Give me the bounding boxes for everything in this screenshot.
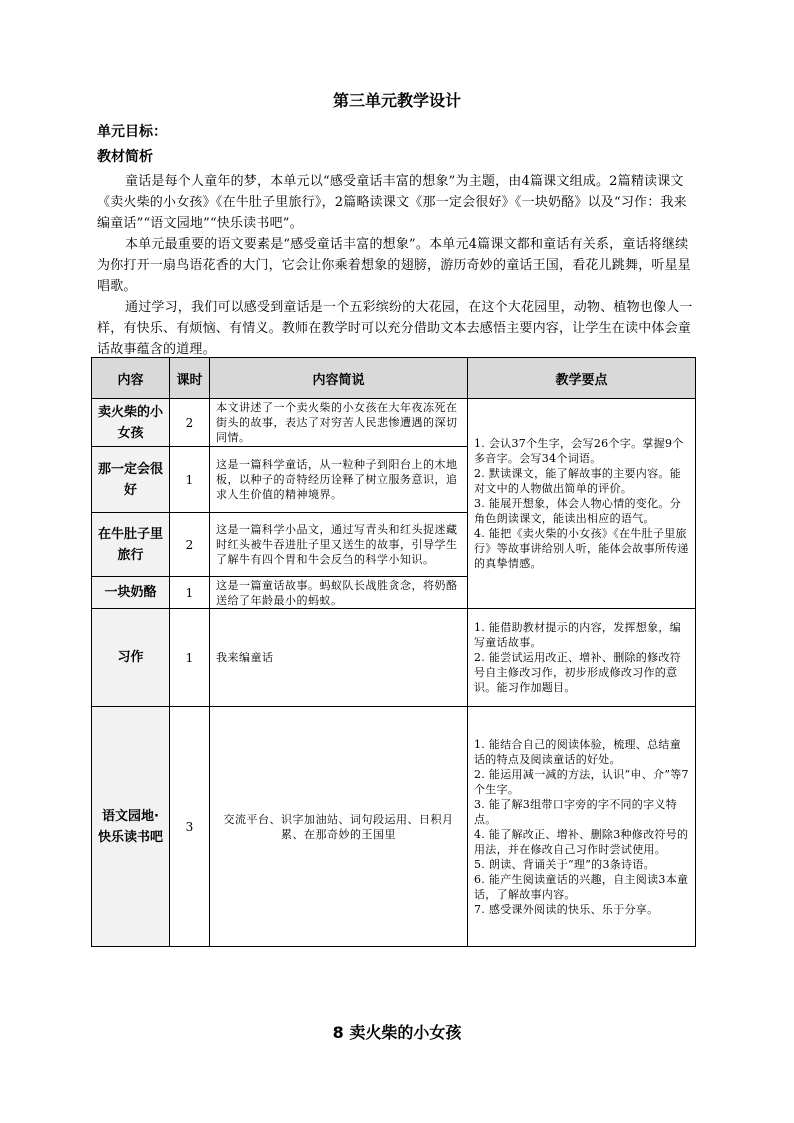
garden-hours: 3 xyxy=(170,707,210,947)
lesson-summary: 这是一篇科学童话，从一粒种子到阳台上的木地板，以种子的奇特经历诠释了树立服务意识，追求人生价值的精神境界。 xyxy=(210,447,468,513)
shared-key-points xyxy=(468,399,696,609)
key-point: 2. 能运用减一减的方法，认识“申、介”等7个生字。 xyxy=(474,767,689,796)
lesson-heading: 8 卖火柴的小女孩 xyxy=(332,1023,462,1042)
header-content: 内容 xyxy=(92,358,170,399)
lesson-hours: 1 xyxy=(170,577,210,609)
composition-key-points xyxy=(468,609,696,707)
lesson-hours: 2 xyxy=(170,399,210,447)
lesson-name: 一块奶酪 xyxy=(92,577,170,609)
lesson-hours: 1 xyxy=(170,447,210,513)
intro-paragraph-2: 本单元最重要的语文要素是“感受童话丰富的想象”。本单元4篇课文都和童话有关系，童话将继续为你打开一扇鸟语花香的大门，它会让你乘着想象的翅膀，游历奇妙的童话王国，看花儿跳舞，听星星唱歌。 xyxy=(97,237,692,294)
lesson-name: 卖火柴的小女孩 xyxy=(92,399,170,447)
table-row xyxy=(92,399,696,447)
lesson-name: 在牛肚子里旅行 xyxy=(92,513,170,577)
key-point: 2. 能尝试运用改正、增补、删除的修改符号自主修改习作，初步形成修改习作的意识。能习作加题目。 xyxy=(474,651,681,694)
key-point: 1. 能结合自己的阅读体验，梳理、总结童话的特点及阅读童话的好处。 xyxy=(474,737,681,766)
key-point: 1. 会认37个生字，会写26个字。掌握9个多音字。会写34个词语。 xyxy=(474,437,684,465)
lesson-summary: 本文讲述了一个卖火柴的小女孩在大年夜冻死在街头的故事，表达了对穷苦人民悲惨遭遇的深切同情。 xyxy=(210,399,468,447)
composition-hours: 1 xyxy=(170,609,210,707)
document-title: 第三单元教学设计 xyxy=(332,91,461,110)
lesson-summary: 这是一篇童话故事。蚂蚁队长战胜贪念，将奶酪送给了年龄最小的蚂蚁。 xyxy=(210,577,468,609)
table-row xyxy=(92,707,696,947)
material-analysis-heading: 教材简析 xyxy=(97,149,153,165)
table-header-row xyxy=(92,358,696,399)
key-point: 1. 能借助教材提示的内容，发挥想象，编写童话故事。 xyxy=(474,621,681,649)
garden-summary: 交流平台、识字加油站、词句段运用、日积月累、在那奇妙的王国里 xyxy=(210,707,468,947)
key-point: 3. 能展开想象，体会人物心情的变化。分角色朗读课文，能读出相应的语气。 xyxy=(474,497,681,525)
key-point: 5. 朗读、背诵关于“理”的3条诗语。 xyxy=(474,857,655,871)
unit-goal-heading: 单元目标： xyxy=(97,124,167,140)
key-point: 3. 能了解3组带口字旁的字不同的字义特点。 xyxy=(474,797,677,826)
intro-paragraph-3: 通过学习，我们可以感受到童话是一个五彩缤纷的大花园，在这个大花园里，动物、植物也像人一样，有快乐、有烦恼、有情义。教师在教学时可以充分借助文本去感悟主要内容，让学生在读中体会童话故事蕴含的道理。 xyxy=(97,300,693,357)
intro-paragraph-1: 童话是每个人童年的梦，本单元以“感受童话丰富的想象”为主题，由4篇课文组成。2篇精读课文《卖火柴的小女孩》《在牛肚子里旅行》，2篇略读课文《那一定会很好》《一块奶酪》以及“习作：我来编童话”“语文园地”“快乐读书吧”。 xyxy=(97,174,687,231)
garden-name: 语文园地·快乐读书吧 xyxy=(92,707,170,947)
composition-name: 习作 xyxy=(92,609,170,707)
key-point: 6. 能产生阅读童话的兴趣，自主阅读3本童话，了解故事内容。 xyxy=(474,872,689,901)
unit-plan-table xyxy=(91,357,696,947)
table-row xyxy=(92,609,696,707)
key-point: 7. 感受课外阅读的快乐、乐于分享。 xyxy=(474,902,659,916)
key-point: 4. 能把《卖火柴的小女孩》《在牛肚子里旅行》等故事讲给别人听，能体会故事所传递的真挚情感。 xyxy=(474,527,689,570)
header-hours: 课时 xyxy=(170,358,210,399)
garden-key-points xyxy=(468,707,696,947)
header-key-points: 教学要点 xyxy=(468,358,696,399)
lesson-name: 那一定会很好 xyxy=(92,447,170,513)
key-point: 4. 能了解改正、增补、删除3种修改符号的用法，并在修改自己习作时尝试使用。 xyxy=(474,827,689,856)
composition-summary: 我来编童话 xyxy=(210,609,468,707)
key-point: 2. 默读课文，能了解故事的主要内容。能对文中的人物做出简单的评价。 xyxy=(474,467,681,495)
header-summary: 内容简说 xyxy=(210,358,468,399)
lesson-summary: 这是一篇科学小品文，通过写青头和红头捉迷藏时红头被牛吞进肚子里又送生的故事，引导学生了解牛有四个胃和牛会反刍的科学小知识。 xyxy=(210,513,468,577)
lesson-hours: 2 xyxy=(170,513,210,577)
